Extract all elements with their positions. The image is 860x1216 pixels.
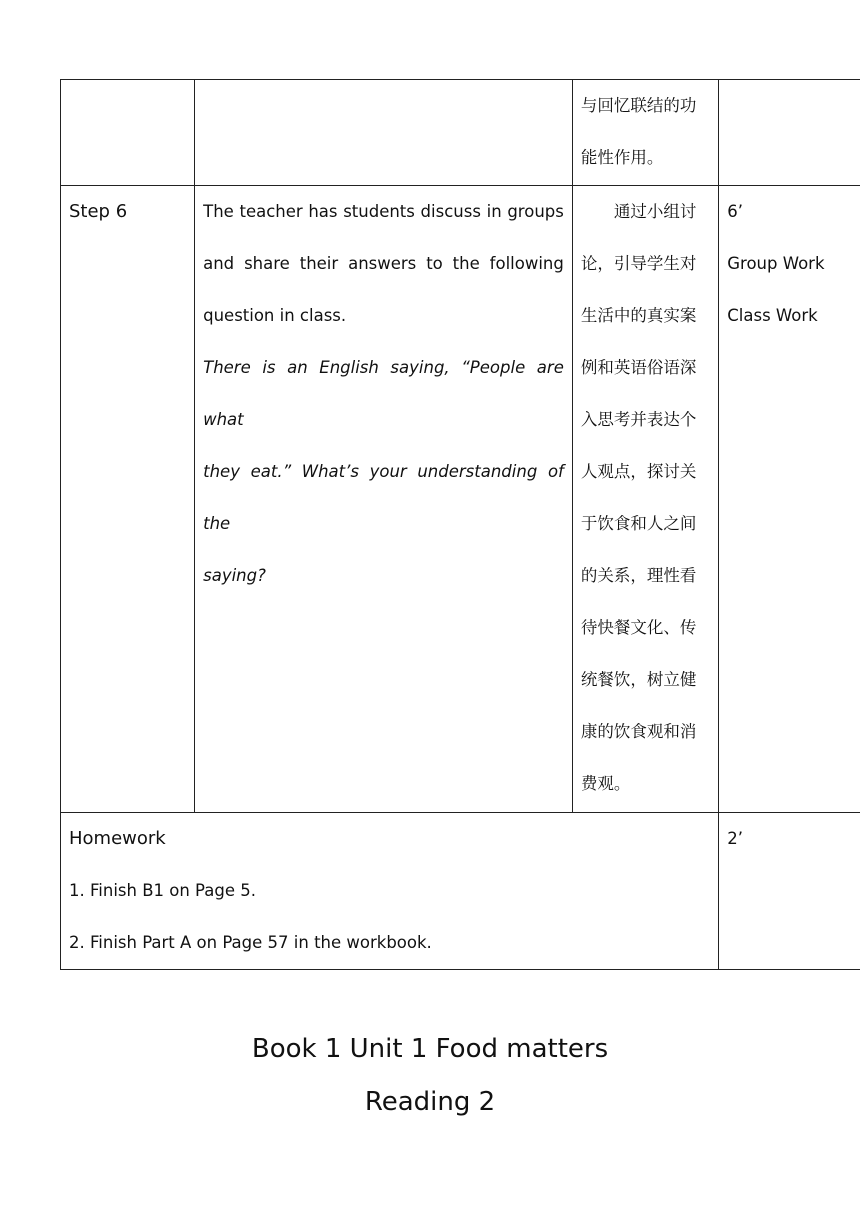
- time-cell: [719, 80, 860, 186]
- time-value: 2’: [727, 829, 743, 848]
- purpose-line: 例和英语俗语深: [580, 358, 697, 377]
- question-line: they eat.” What’s your understanding of the: [203, 462, 564, 533]
- purpose-line: 论，引导学生对: [580, 254, 697, 273]
- mode-label: Group Work: [727, 254, 825, 273]
- purpose-line: 康的饮食观和消: [580, 722, 697, 741]
- homework-cell: [61, 813, 719, 970]
- purpose-line: 通过小组讨: [613, 202, 697, 221]
- purpose-line: 生活中的真实案: [580, 306, 697, 325]
- purpose-cell: [572, 80, 718, 186]
- document-subtitle: Reading 2: [364, 1087, 496, 1117]
- activity-line: The teacher has students discuss in groups: [203, 202, 564, 221]
- purpose-line: 与回忆联结的功: [580, 96, 697, 115]
- table-row: [61, 186, 860, 813]
- purpose-line: 人观点，探讨关: [580, 462, 697, 481]
- purpose-line: 能性作用。: [580, 148, 664, 167]
- homework-item: 2. Finish Part A on Page 57 in the workbook.: [69, 933, 432, 952]
- activity-cell: [195, 80, 573, 186]
- purpose-line: 入思考并表达个: [580, 410, 697, 429]
- table-row: [61, 80, 860, 186]
- purpose-line: 费观。: [580, 774, 631, 793]
- document-title: Book 1 Unit 1 Food matters: [251, 1034, 609, 1064]
- purpose-cell: [572, 186, 718, 813]
- purpose-line: 于饮食和人之间: [580, 514, 697, 533]
- time-cell: [719, 813, 860, 970]
- mode-label: Class Work: [727, 306, 818, 325]
- activity-cell: [195, 186, 573, 813]
- time-cell: [719, 186, 860, 813]
- question-line: saying?: [203, 566, 266, 585]
- step-cell: [61, 186, 195, 813]
- time-value: 6’: [727, 202, 743, 221]
- purpose-line: 的关系，理性看: [580, 566, 697, 585]
- purpose-line: 统餐饮，树立健: [580, 670, 697, 689]
- activity-line: question in class.: [203, 306, 347, 325]
- purpose-line: 待快餐文化、传: [580, 618, 697, 637]
- step-cell: [61, 80, 195, 186]
- table-row: [61, 813, 860, 970]
- activity-line: and share their answers to the following: [203, 254, 564, 273]
- homework-label: Homework: [69, 828, 166, 849]
- lesson-plan-table: [60, 79, 860, 970]
- question-line: There is an English saying, “People are what: [203, 358, 564, 429]
- homework-item: 1. Finish B1 on Page 5.: [69, 881, 256, 900]
- step-label: Step 6: [69, 201, 128, 222]
